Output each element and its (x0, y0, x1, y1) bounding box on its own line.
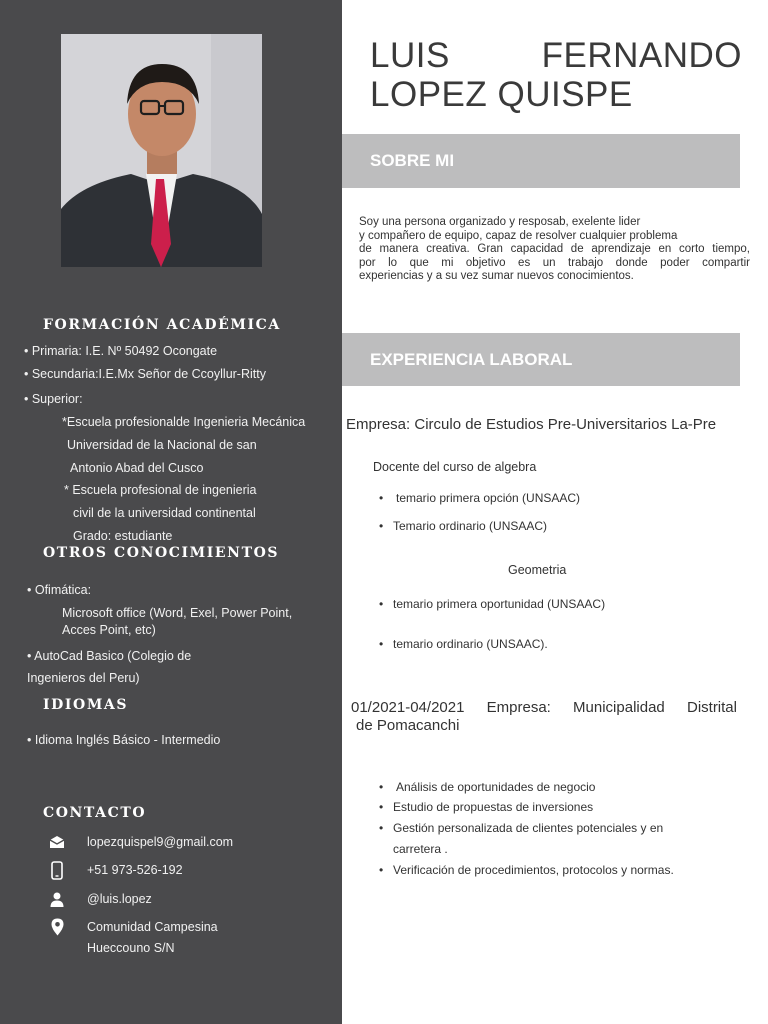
job1-subheading: Geometria (508, 563, 567, 577)
languages-title: IDIOMAS (43, 697, 129, 713)
job2-bullet (380, 797, 593, 817)
knowledge-line: Ingenieros del Peru) (27, 671, 140, 685)
last-names: LOPEZ QUISPE (370, 75, 633, 114)
job2-bullet (380, 777, 595, 797)
about-line: de manera creativa. Gran capacidad de aprendizaje en corto tiempo, (359, 243, 750, 255)
about-line: experiencias y a su vez sumar nuevos conocimientos. (359, 270, 634, 282)
bullet-text: temario ordinario (UNSAAC). (393, 637, 548, 651)
education-line: civil de la universidad continental (73, 506, 256, 520)
about-text (359, 216, 750, 284)
middle-name: FERNANDO (541, 36, 742, 75)
address-line: Hueccouno S/N (87, 941, 175, 955)
job2-bullet (380, 818, 663, 838)
bullet-text: temario primera opción (UNSAAC) (396, 491, 581, 505)
knowledge-line: Microsoft office (Word, Exel, Power Point, (62, 606, 293, 620)
contact-email[interactable] (47, 832, 233, 853)
contact-address (47, 917, 218, 959)
job1-role: Docente del curso de algebra (373, 460, 537, 474)
contact-phone[interactable] (47, 860, 183, 881)
bullet-text: Temario ordinario (UNSAAC) (393, 519, 548, 533)
experience-band (342, 333, 740, 386)
knowledge-title: OTROS CONOCIMIENTOS (43, 545, 280, 561)
contact-title: CONTACTO (43, 805, 147, 821)
first-name: LUIS (370, 36, 450, 75)
job1-bullet (380, 634, 548, 654)
job2-company-line2: de Pomacanchi (356, 717, 460, 734)
bullet-text: temario primera oportunidad (UNSAAC) (393, 597, 606, 611)
about-line: y compañero de equipo, capaz de resolver cualquier problema (359, 229, 678, 242)
education-superior: • Superior: (24, 392, 83, 406)
about-line: Soy una persona organizado y resposab, exelente lider (359, 216, 641, 228)
job2-bullet (380, 860, 674, 880)
job2-word: Municipalidad (573, 699, 665, 716)
user-text: @luis.lopez (87, 892, 152, 906)
bullet-text: Análisis de oportunidades de negocio (396, 780, 596, 794)
profile-photo (61, 34, 262, 267)
job2-bullet-continuation: carretera . (393, 842, 448, 856)
job1-bullet (380, 488, 580, 508)
email-text: lopezquispel9@gmail.com (87, 835, 234, 849)
about-title: SOBRE MI (370, 151, 455, 170)
job2-date: 01/2021-04/2021 (351, 699, 465, 716)
sidebar (0, 0, 342, 1024)
location-pin-icon (47, 917, 67, 937)
person-portrait-image (61, 34, 262, 267)
mail-icon (47, 832, 67, 852)
education-title: FORMACIÓN ACADÉMICA (43, 317, 281, 333)
knowledge-autocad: • AutoCad Basico (Colegio de (27, 649, 192, 663)
job1-bullet (380, 594, 605, 614)
education-line: Universidad de la Nacional de san (67, 438, 257, 452)
job1-company: Empresa: Circulo de Estudios Pre-Universitarios La-Pre (346, 416, 717, 433)
education-line: * Escuela profesional de ingenieria (64, 483, 257, 497)
experience-title: EXPERIENCIA LABORAL (370, 349, 573, 369)
job1-bullet (380, 516, 547, 536)
knowledge-line: Acces Point, etc) (62, 623, 156, 637)
languages-english: • Idioma Inglés Básico - Intermedio (27, 733, 221, 747)
bullet-text: Verificación de procedimientos, protocolos y normas. (393, 863, 674, 877)
contact-user[interactable] (47, 889, 152, 910)
bullet-text: Gestión personalizada de clientes potenciales y en (393, 821, 664, 835)
education-line: *Escuela profesionalde Ingenieria Mecánica (62, 415, 306, 429)
education-degree: Grado: estudiante (73, 529, 173, 543)
bullet-text: Estudio de propuestas de inversiones (393, 800, 594, 814)
user-icon (47, 889, 67, 909)
job2-heading (351, 699, 737, 716)
about-line: por lo que mi objetivo es un trabajo donde poder compartir (359, 256, 750, 269)
job2-word: Empresa: (486, 699, 551, 716)
address-text (87, 917, 218, 959)
phone-text: +51 973-526-192 (87, 863, 183, 877)
education-primary: • Primaria: I.E. Nº 50492 Ocongate (24, 344, 218, 358)
knowledge-office: • Ofimática: (27, 583, 92, 597)
education-line: Antonio Abad del Cusco (70, 461, 204, 475)
education-secondary: • Secundaria:I.E.Mx Señor de Ccoyllur-Ritty (24, 367, 266, 381)
phone-icon (47, 860, 67, 880)
address-line: Comunidad Campesina (87, 920, 218, 934)
job2-word: Distrital (686, 699, 737, 716)
about-band (342, 134, 740, 188)
full-name (370, 36, 742, 114)
